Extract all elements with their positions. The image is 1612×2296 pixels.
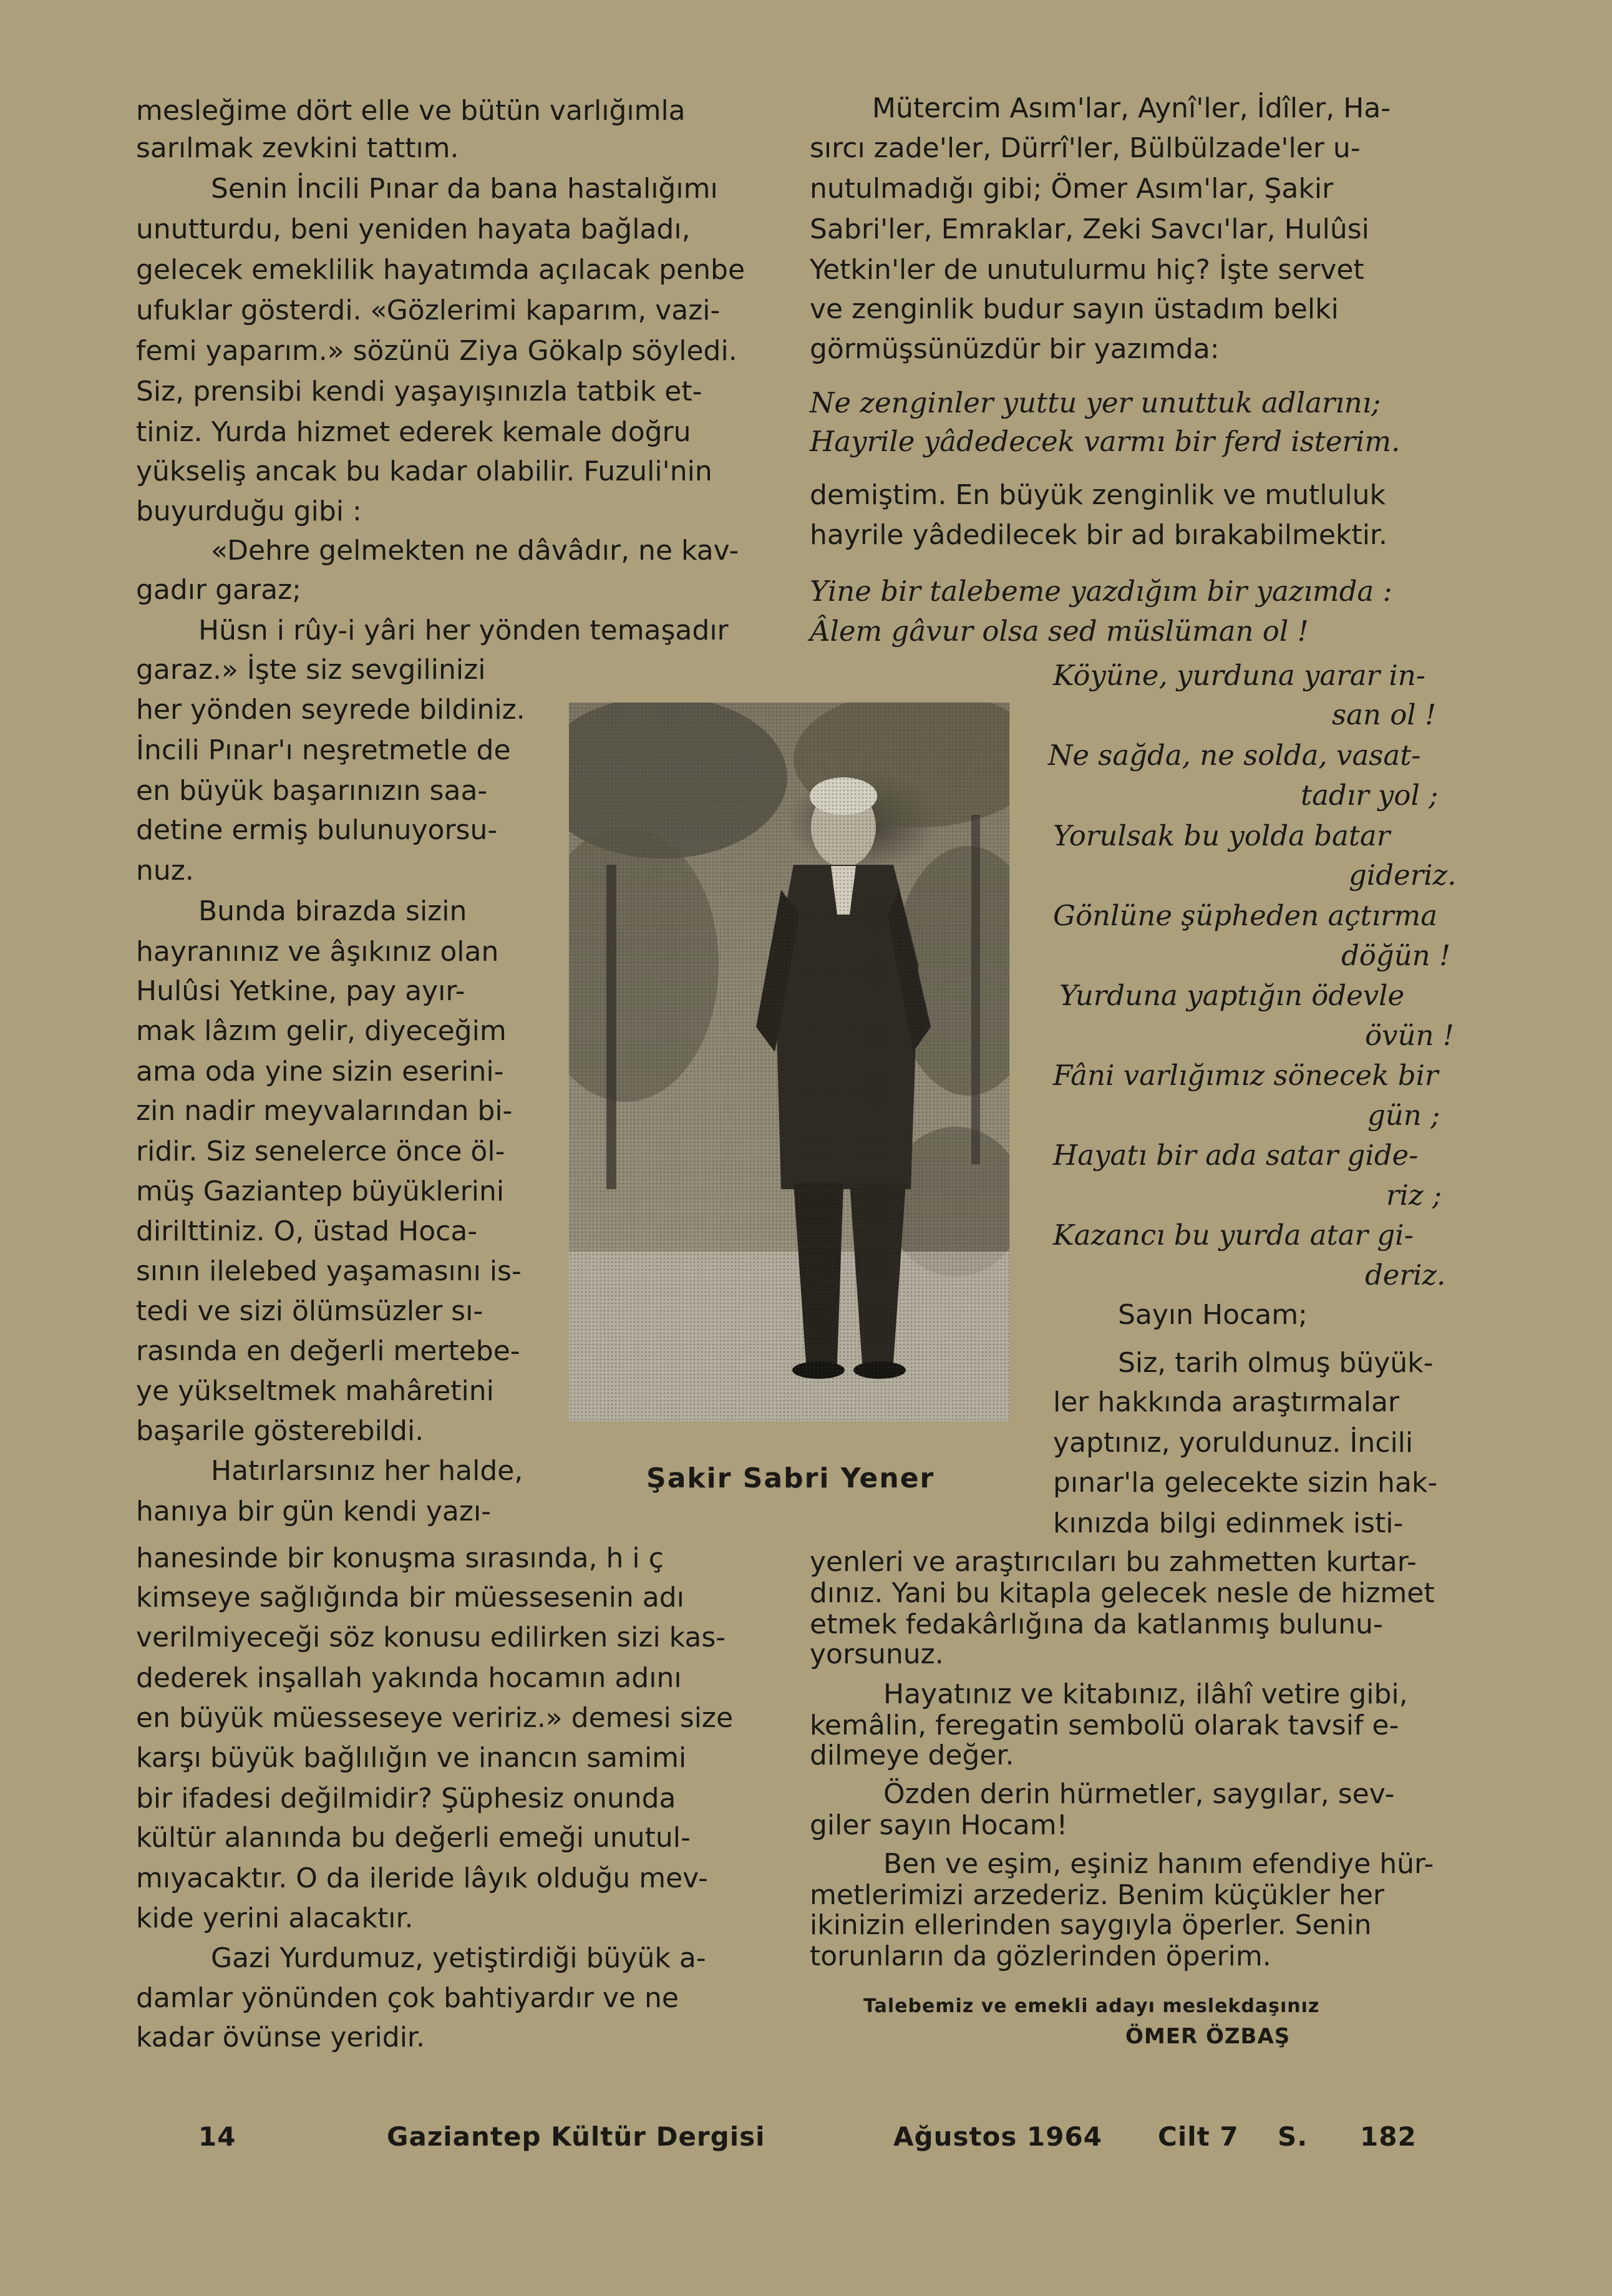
- text-line: Yetkin'ler de unutulurmu hiç? İşte servet: [810, 254, 1364, 286]
- text-line: kimseye sağlığında bir müessesenin adı: [136, 1582, 684, 1613]
- text-line: en büyük müesseseye veririz.» demesi size: [136, 1702, 734, 1734]
- poem-line: Yurduna yaptığın ödevle: [1059, 979, 1405, 1012]
- text-line: nutulmadığı gibi; Ömer Asım'lar, Şakir: [810, 173, 1334, 205]
- text-line: Sayın Hocam;: [1118, 1299, 1308, 1331]
- text-line: Özden derin hürmetler, saygılar, sev-: [883, 1778, 1395, 1810]
- text-line: müş Gaziantep büyüklerini: [136, 1175, 505, 1207]
- poem-line: Gönlüne şüpheden açtırma: [1053, 899, 1438, 932]
- text-line: mak lâzım gelir, diyeceğim: [136, 1015, 507, 1047]
- text-line: ridir. Siz senelerce önce öl-: [136, 1136, 505, 1167]
- text-line: Hulûsi Yetkine, pay ayır-: [136, 975, 465, 1007]
- text-line: buyurduğu gibi :: [136, 495, 362, 527]
- poem-line: Ne sağda, ne solda, vasat-: [1048, 739, 1421, 772]
- text-line: Mütercim Asım'lar, Aynî'ler, İdîler, Ha-: [872, 92, 1391, 124]
- text-line: sırcı zade'ler, Dürrî'ler, Bülbülzade'ler u-: [810, 132, 1361, 164]
- text-line: unutturdu, beni yeniden hayata bağladı,: [136, 213, 691, 245]
- text-line: en büyük başarınızın saa-: [136, 775, 488, 807]
- text-line: kemâlin, feregatin sembolü olarak tavsif e-: [810, 1710, 1399, 1741]
- text-line: kınızda bilgi edinmek isti-: [1053, 1507, 1404, 1539]
- page-number: 14: [198, 2121, 236, 2152]
- text-line: hayranınız ve âşıkınız olan: [136, 936, 499, 968]
- text-line: görmüşsünüzdür bir yazımda:: [810, 333, 1220, 365]
- poem-line: Yorulsak bu yolda batar: [1053, 819, 1391, 852]
- text-line: Siz, prensibi kendi yaşayışınızla tatbik et-: [136, 376, 702, 407]
- text-line: sarılmak zevkini tattım.: [136, 132, 459, 164]
- text-line: metlerimizi arzederiz. Benim küçükler her: [810, 1879, 1384, 1911]
- text-line: «Dehre gelmekten ne dâvâdır, ne kav-: [211, 535, 739, 567]
- text-line: Gazi Yurdumuz, yetiştirdiği büyük a-: [211, 1942, 706, 1974]
- text-line: dınız. Yani bu kitapla gelecek nesle de hizmet: [810, 1577, 1435, 1609]
- issue-number: 182: [1360, 2121, 1417, 2152]
- text-line: kültür alanında bu değerli emeği unutul-: [136, 1822, 691, 1854]
- text-line: ve zenginlik budur sayın üstadım belki: [810, 293, 1339, 325]
- poem-line: gün ;: [1367, 1099, 1440, 1132]
- poem-line: Ne zenginler yuttu yer unuttuk adlarını;: [810, 386, 1381, 419]
- text-line: zin nadir meyvalarından bi-: [136, 1095, 513, 1127]
- text-line: demiştim. En büyük zenginlik ve mutluluk: [810, 479, 1386, 511]
- poem-line: riz ;: [1386, 1179, 1442, 1212]
- poem-line: tadır yol ;: [1301, 779, 1439, 812]
- journal-title: Gaziantep Kültür Dergisi: [387, 2121, 765, 2152]
- text-line: her yönden seyrede bildiniz.: [136, 694, 525, 726]
- text-line: dederek inşallah yakında hocamın adını: [136, 1662, 682, 1694]
- text-line: pınar'la gelecekte sizin hak-: [1053, 1467, 1438, 1499]
- text-line: ye yükseltmek mahâretini: [136, 1375, 494, 1407]
- signature-name: ÖMER ÖZBAŞ: [1125, 2024, 1291, 2049]
- text-line: yorsunuz.: [810, 1638, 944, 1670]
- text-line: Senin İncili Pınar da bana hastalığımı: [211, 173, 718, 205]
- text-line: tedi ve sizi ölümsüzler sı-: [136, 1295, 483, 1327]
- text-line: nuz.: [136, 855, 194, 887]
- text-line: garaz.» İşte siz sevgilinizi: [136, 654, 486, 686]
- text-line: detine ermiş bulunuyorsu-: [136, 814, 498, 846]
- poem-line: Hayrile yâdedecek varmı bir ferd isterim.: [810, 425, 1401, 458]
- poem-line: Fâni varlığımız sönecek bir: [1053, 1059, 1439, 1092]
- text-line: gelecek emeklilik hayatımda açılacak penbe: [136, 254, 745, 286]
- volume-label: Cilt 7: [1158, 2121, 1239, 2152]
- poem-line: Yine bir talebeme yazdığım bir yazımda :: [810, 575, 1392, 608]
- text-line: mesleğime dört elle ve bütün varlığımla: [136, 95, 686, 127]
- poem-line: Âlem gâvur olsa sed müslüman ol !: [810, 615, 1309, 648]
- text-line: hayrile yâdedilecek bir ad bırakabilmektir.: [810, 519, 1387, 551]
- poem-line: deriz.: [1365, 1258, 1446, 1292]
- poem-line: Hayatı bir ada satar gide-: [1053, 1139, 1419, 1172]
- poem-line: Köyüne, yurduna yarar in-: [1053, 659, 1425, 692]
- text-line: kadar övünse yeridir.: [136, 2021, 425, 2053]
- text-line: dirilttiniz. O, üstad Hoca-: [136, 1215, 478, 1247]
- text-line: hanıya bir gün kendi yazı-: [136, 1496, 492, 1527]
- portrait-illustration: [569, 703, 1009, 1421]
- text-line: Ben ve eşim, eşiniz hanım efendiye hür-: [883, 1848, 1434, 1880]
- text-line: Siz, tarih olmuş büyük-: [1118, 1347, 1434, 1379]
- text-line: ama oda yine sizin eserini-: [136, 1056, 504, 1087]
- poem-line: gideriz.: [1349, 859, 1457, 892]
- poem-line: övün !: [1365, 1019, 1454, 1052]
- text-line: karşı büyük bağlılığın ve inancın samimi: [136, 1742, 687, 1774]
- text-line: dilmeye değer.: [810, 1739, 1014, 1771]
- issue-label: S.: [1278, 2121, 1308, 2152]
- text-line: sının ilelebed yaşamasını is-: [136, 1255, 522, 1287]
- text-line: yenleri ve araştırıcıları bu zahmetten kurtar-: [810, 1546, 1417, 1578]
- text-line: mıyacaktır. O da ileride lâyık olduğu mev-: [136, 1862, 708, 1894]
- text-line: Sabri'ler, Emraklar, Zeki Savcı'lar, Hulûsi: [810, 213, 1369, 245]
- poem-line: döğün !: [1341, 939, 1451, 972]
- text-line: gadır garaz;: [136, 574, 301, 606]
- text-line: hanesinde bir konuşma sırasında, h i ç: [136, 1542, 664, 1574]
- text-line: bir ifadesi değilmidir? Şüphesiz onunda: [136, 1783, 676, 1814]
- signature-line: Talebemiz ve emekli adayı meslekdaşınız: [863, 1995, 1320, 2017]
- text-line: Hatırlarsınız her halde,: [211, 1455, 523, 1487]
- text-line: damlar yönünden çok bahtiyardır ve ne: [136, 1982, 679, 2014]
- text-line: rasında en değerli mertebe-: [136, 1335, 520, 1367]
- text-line: Hüsn i rûy-i yâri her yönden temaşadır: [198, 615, 729, 646]
- text-line: Hayatınız ve kitabınız, ilâhî vetire gibi,: [883, 1678, 1408, 1710]
- text-line: torunların da gözlerinden öperim.: [810, 1940, 1271, 1972]
- text-line: başarile gösterebildi.: [136, 1415, 424, 1447]
- portrait-photo: [569, 703, 1009, 1421]
- text-line: yaptınız, yoruldunuz. İncili: [1053, 1427, 1414, 1459]
- text-line: verilmiyeceği söz konusu edilirken sizi kas-: [136, 1622, 726, 1653]
- text-line: ufuklar gösterdi. «Gözlerimi kaparım, vazi-: [136, 294, 721, 326]
- text-line: tiniz. Yurda hizmet ederek kemale doğru: [136, 416, 691, 448]
- text-line: etmek fedakârlığına da katlanmış bulunu-: [810, 1608, 1383, 1640]
- text-line: İncili Pınar'ı neşretmetle de: [136, 734, 511, 766]
- text-line: kide yerini alacaktır.: [136, 1902, 414, 1934]
- text-line: ikinizin ellerinden saygıyla öperler. Senin: [810, 1909, 1372, 1941]
- photo-caption: Şakir Sabri Yener: [646, 1462, 935, 1494]
- text-line: giler sayın Hocam!: [810, 1809, 1068, 1841]
- text-line: yükseliş ancak bu kadar olabilir. Fuzuli'nin: [136, 455, 712, 487]
- text-line: Bunda birazda sizin: [198, 895, 467, 927]
- text-line: femi yaparım.» sözünü Ziya Gökalp söyledi.: [136, 335, 737, 367]
- poem-line: san ol !: [1332, 698, 1437, 731]
- text-line: ler hakkında araştırmalar: [1053, 1386, 1400, 1418]
- poem-line: Kazancı bu yurda atar gi-: [1053, 1219, 1414, 1252]
- issue-date: Ağustos 1964: [893, 2121, 1102, 2152]
